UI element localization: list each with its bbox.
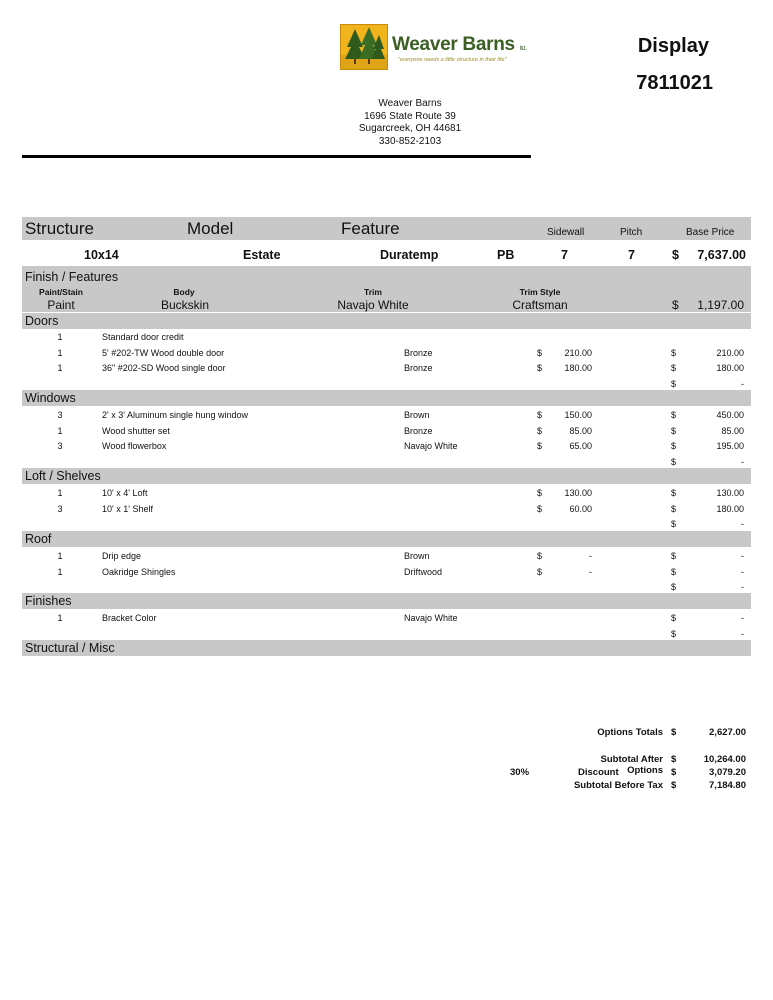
finish-trim: Navajo White (337, 298, 409, 312)
structure-model: Estate (243, 248, 281, 262)
company-address: Weaver Barns 1696 State Route 39 Sugarcreek, OH 44681 330-852-2103 (358, 98, 462, 147)
item-total-currency: $ (671, 566, 677, 577)
doors-band (22, 313, 751, 329)
item-total-currency: $ (671, 378, 677, 389)
item-color: Navajo White (404, 613, 458, 623)
discount-label: Discount (578, 767, 619, 778)
finish-col-paint: Paint/Stain (39, 287, 83, 297)
item-total-price: - (741, 551, 744, 561)
structure-feature: Duratemp (380, 248, 439, 262)
item-description: 10' x 4' Loft (102, 488, 148, 498)
item-total-currency: $ (671, 582, 677, 592)
item-total-currency: $ (671, 410, 677, 420)
item-total-currency: $ (671, 628, 677, 639)
item-total-currency: $ (671, 441, 677, 451)
finish-col-trim: Trim (364, 287, 382, 297)
header-base-price: Base Price (686, 227, 735, 238)
subtotal-after-currency: $ (671, 754, 677, 765)
tree-logo-icon (340, 24, 388, 70)
roof-band (22, 531, 751, 547)
subtotal-after-value: 10,264.00 (703, 754, 746, 765)
subtotal-before-value: 7,184.80 (709, 780, 746, 791)
finish-col-body: Body (173, 287, 195, 297)
item-unit-currency: $ (537, 488, 543, 498)
header-structure: Structure (25, 219, 94, 238)
item-qty: 1 (57, 363, 63, 373)
finishes-band (22, 593, 751, 609)
item-unit-currency: $ (537, 441, 543, 451)
finish-body: Buckskin (160, 298, 210, 312)
discount-value: 3,079.20 (709, 767, 746, 778)
item-total-price: - (741, 378, 744, 389)
item-total-currency: $ (671, 613, 677, 623)
options-totals-label: Options Totals (597, 727, 663, 738)
section-doors: Doors (25, 314, 59, 328)
header-pitch: Pitch (620, 227, 643, 238)
structure-pitch: 7 (628, 248, 635, 262)
item-qty: 3 (57, 410, 63, 420)
item-total-price: 180.00 (716, 363, 744, 373)
item-total-currency: $ (671, 551, 677, 561)
item-description: Standard door credit (102, 332, 184, 342)
finish-price-value: 1,197.00 (697, 298, 744, 312)
item-description: Wood flowerbox (102, 441, 167, 451)
section-loft: Loft / Shelves (25, 469, 101, 483)
subtotal-before-currency: $ (671, 780, 677, 791)
item-total-price: 210.00 (716, 347, 744, 358)
section-finishes: Finishes (25, 594, 72, 608)
item-description: 36" #202-SD Wood single door (102, 363, 226, 373)
section-structural: Structural / Misc (25, 641, 115, 655)
item-qty: 1 (57, 488, 63, 498)
loft-band (22, 468, 751, 484)
finish-paint: Paint (47, 298, 75, 312)
item-total-currency: $ (671, 347, 677, 358)
item-unit-price: 180.00 (564, 363, 592, 373)
item-color: Bronze (404, 363, 433, 373)
item-color: Brown (404, 551, 430, 561)
item-qty: 1 (57, 332, 63, 342)
item-unit-price: 210.00 (564, 347, 592, 358)
item-qty: 1 (57, 566, 63, 577)
item-description: Wood shutter set (102, 425, 170, 436)
item-total-currency: $ (671, 519, 677, 529)
finish-title: Finish / Features (25, 270, 119, 284)
item-total-price: - (741, 519, 744, 529)
item-unit-price: 130.00 (564, 488, 592, 498)
item-description: 2' x 3' Aluminum single hung window (102, 410, 249, 420)
item-unit-price: - (589, 566, 592, 577)
item-total-price: 85.00 (721, 425, 744, 436)
item-unit-price: 65.00 (569, 441, 592, 451)
finish-trim-style: Craftsman (512, 298, 568, 312)
item-color: Brown (404, 410, 430, 420)
item-unit-currency: $ (537, 425, 543, 436)
item-total-price: 195.00 (716, 441, 744, 451)
item-total-price: - (741, 566, 744, 577)
item-total-price: 130.00 (716, 488, 744, 498)
item-unit-price: 60.00 (569, 503, 592, 514)
finish-col-trim-style: Trim Style (519, 287, 561, 297)
base-price-currency: $ (672, 248, 679, 262)
item-total-price: - (741, 613, 744, 623)
discount-percent: 30% (510, 767, 530, 778)
subtotal-after-label: Subtotal After Options (600, 754, 663, 776)
windows-band (22, 390, 751, 406)
section-roof: Roof (25, 532, 52, 546)
item-description: Bracket Color (102, 613, 157, 623)
structure-size: 10x14 (84, 248, 119, 262)
item-unit-currency: $ (537, 347, 543, 358)
item-unit-currency: $ (537, 503, 543, 514)
item-total-price: 450.00 (716, 410, 744, 420)
item-qty: 1 (57, 347, 63, 358)
item-qty: 1 (57, 551, 63, 561)
item-total-currency: $ (671, 456, 677, 467)
structure-header-band (22, 217, 751, 240)
logo-tagline: "everyone needs a little structure in their life" (398, 57, 507, 63)
header-model: Model (187, 219, 234, 238)
item-unit-currency: $ (537, 566, 543, 577)
item-description: Oakridge Shingles (102, 566, 176, 577)
item-unit-currency: $ (537, 410, 543, 420)
item-total-currency: $ (671, 503, 677, 514)
logo-name: Weaver Barns ltd. (392, 34, 527, 55)
discount-currency: $ (671, 767, 677, 778)
display-number: 7811021 (636, 72, 713, 94)
item-description: 10' x 1' Shelf (102, 503, 153, 514)
company-logo (340, 24, 530, 72)
item-color: Driftwood (404, 566, 443, 577)
item-description: Drip edge (102, 551, 142, 561)
item-total-price: - (741, 582, 744, 592)
item-total-currency: $ (671, 363, 677, 373)
item-total-price: 180.00 (716, 503, 744, 514)
item-total-currency: $ (671, 488, 677, 498)
item-color: Bronze (404, 425, 433, 436)
header-divider (22, 155, 531, 158)
header-feature: Feature (341, 219, 400, 238)
item-color: Bronze (404, 347, 433, 358)
structure-code: PB (497, 248, 515, 262)
structure-sidewall: 7 (561, 248, 568, 262)
item-qty: 1 (57, 425, 63, 436)
section-windows: Windows (25, 391, 76, 405)
item-qty: 3 (57, 503, 63, 514)
item-qty: 1 (57, 613, 63, 623)
options-totals-currency: $ (671, 727, 677, 738)
item-qty: 3 (57, 441, 63, 451)
item-unit-price: - (589, 551, 592, 561)
item-unit-price: 85.00 (569, 425, 592, 436)
item-total-price: - (741, 456, 744, 467)
item-description: 5' #202-TW Wood double door (102, 347, 225, 358)
finish-price-currency: $ (672, 298, 679, 312)
item-color: Navajo White (404, 441, 458, 451)
item-total-currency: $ (671, 425, 677, 436)
item-unit-currency: $ (537, 363, 543, 373)
base-price-value: 7,637.00 (697, 248, 746, 262)
structural-band (22, 640, 751, 656)
subtotal-before-label: Subtotal Before Tax (573, 780, 663, 791)
display-label: Display (637, 35, 709, 57)
header-sidewall: Sidewall (547, 227, 585, 238)
item-unit-price: 150.00 (564, 410, 592, 420)
options-totals-value: 2,627.00 (709, 727, 746, 738)
item-total-price: - (741, 628, 744, 639)
item-unit-currency: $ (537, 551, 543, 561)
